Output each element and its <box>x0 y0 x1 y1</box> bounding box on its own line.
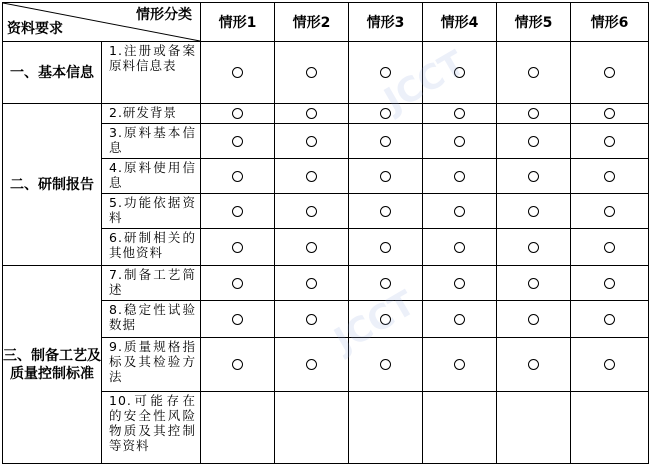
circle-mark-icon <box>232 314 243 325</box>
circle-mark-icon <box>604 242 615 253</box>
circle-mark-icon <box>306 314 317 325</box>
circle-mark-icon <box>232 108 243 119</box>
situation-cell <box>349 338 423 392</box>
requirement-item: 8.稳定性试验数据 <box>102 301 201 338</box>
circle-mark-icon <box>604 136 615 147</box>
circle-mark-icon <box>454 67 465 78</box>
situation-cell <box>201 266 275 301</box>
column-header: 情形6 <box>571 3 649 42</box>
circle-mark-icon <box>306 171 317 182</box>
situation-cell <box>571 104 649 124</box>
situation-cell <box>497 194 571 229</box>
column-header: 情形1 <box>201 3 275 42</box>
situation-cell <box>571 301 649 338</box>
situation-cell <box>423 104 497 124</box>
situation-cell <box>423 338 497 392</box>
situation-cell <box>497 338 571 392</box>
circle-mark-icon <box>528 67 539 78</box>
situation-cell <box>349 229 423 266</box>
circle-mark-icon <box>380 67 391 78</box>
situation-cell <box>571 42 649 104</box>
column-header: 情形3 <box>349 3 423 42</box>
situation-cell <box>275 159 349 194</box>
situation-cell <box>201 229 275 266</box>
situation-cell <box>497 266 571 301</box>
requirement-item: 4.原料使用信息 <box>102 159 201 194</box>
circle-mark-icon <box>306 242 317 253</box>
circle-mark-icon <box>454 359 465 370</box>
corner-top-label: 情形分类 <box>136 7 192 23</box>
situation-cell <box>349 124 423 159</box>
requirements-table-container <box>2 2 648 464</box>
situation-cell <box>349 266 423 301</box>
circle-mark-icon <box>232 278 243 289</box>
circle-mark-icon <box>528 171 539 182</box>
situation-cell <box>497 229 571 266</box>
circle-mark-icon <box>232 359 243 370</box>
situation-cell <box>349 42 423 104</box>
table-row <box>3 266 649 301</box>
situation-cell <box>571 194 649 229</box>
situation-cell <box>201 194 275 229</box>
situation-cell <box>423 392 497 464</box>
requirements-table <box>2 2 649 464</box>
circle-mark-icon <box>528 359 539 370</box>
circle-mark-icon <box>380 206 391 217</box>
situation-cell <box>201 338 275 392</box>
table-row <box>3 104 649 124</box>
circle-mark-icon <box>528 242 539 253</box>
circle-mark-icon <box>306 108 317 119</box>
category-cell: 一、基本信息 <box>3 42 102 104</box>
circle-mark-icon <box>454 278 465 289</box>
circle-mark-icon <box>380 108 391 119</box>
circle-mark-icon <box>306 136 317 147</box>
circle-mark-icon <box>604 314 615 325</box>
circle-mark-icon <box>380 136 391 147</box>
circle-mark-icon <box>604 108 615 119</box>
table-row <box>3 42 649 104</box>
corner-bottom-label: 资料要求 <box>7 21 63 37</box>
requirement-item: 2.研发背景 <box>102 104 201 124</box>
situation-cell <box>349 392 423 464</box>
requirement-item: 1.注册或备案原料信息表 <box>102 42 201 104</box>
circle-mark-icon <box>380 171 391 182</box>
category-cell: 三、制备工艺及质量控制标准 <box>3 266 102 464</box>
circle-mark-icon <box>232 206 243 217</box>
situation-cell <box>349 194 423 229</box>
circle-mark-icon <box>604 67 615 78</box>
circle-mark-icon <box>454 171 465 182</box>
situation-cell <box>349 301 423 338</box>
situation-cell <box>423 42 497 104</box>
circle-mark-icon <box>454 242 465 253</box>
circle-mark-icon <box>306 67 317 78</box>
circle-mark-icon <box>604 278 615 289</box>
corner-header <box>3 3 201 42</box>
column-header: 情形5 <box>497 3 571 42</box>
circle-mark-icon <box>454 108 465 119</box>
requirement-item: 9.质量规格指标及其检验方法 <box>102 338 201 392</box>
situation-cell <box>201 392 275 464</box>
situation-cell <box>275 42 349 104</box>
situation-cell <box>275 124 349 159</box>
circle-mark-icon <box>528 206 539 217</box>
situation-cell <box>571 266 649 301</box>
circle-mark-icon <box>306 359 317 370</box>
circle-mark-icon <box>528 278 539 289</box>
circle-mark-icon <box>380 314 391 325</box>
situation-cell <box>201 124 275 159</box>
circle-mark-icon <box>528 108 539 119</box>
situation-cell <box>275 229 349 266</box>
situation-cell <box>275 266 349 301</box>
situation-cell <box>423 159 497 194</box>
circle-mark-icon <box>604 359 615 370</box>
circle-mark-icon <box>380 242 391 253</box>
requirement-item: 5.功能依据资料 <box>102 194 201 229</box>
circle-mark-icon <box>232 242 243 253</box>
situation-cell <box>275 104 349 124</box>
situation-cell <box>571 338 649 392</box>
situation-cell <box>423 266 497 301</box>
circle-mark-icon <box>454 314 465 325</box>
column-header: 情形4 <box>423 3 497 42</box>
watermark: JCCT <box>327 283 423 361</box>
circle-mark-icon <box>232 136 243 147</box>
situation-cell <box>275 392 349 464</box>
circle-mark-icon <box>604 171 615 182</box>
situation-cell <box>423 124 497 159</box>
situation-cell <box>201 301 275 338</box>
situation-cell <box>571 124 649 159</box>
watermark: JCCT <box>377 43 473 121</box>
circle-mark-icon <box>306 278 317 289</box>
requirement-item: 3.原料基本信息 <box>102 124 201 159</box>
situation-cell <box>349 104 423 124</box>
situation-cell <box>201 42 275 104</box>
circle-mark-icon <box>380 278 391 289</box>
situation-cell <box>275 301 349 338</box>
situation-cell <box>497 301 571 338</box>
circle-mark-icon <box>232 67 243 78</box>
situation-cell <box>423 301 497 338</box>
requirement-item: 7.制备工艺简述 <box>102 266 201 301</box>
requirement-item: 6.研制相关的其他资料 <box>102 229 201 266</box>
circle-mark-icon <box>380 359 391 370</box>
circle-mark-icon <box>232 171 243 182</box>
situation-cell <box>423 229 497 266</box>
category-cell: 二、研制报告 <box>3 104 102 266</box>
requirement-item: 10.可能存在的安全性风险物质及其控制等资料 <box>102 392 201 464</box>
situation-cell <box>497 42 571 104</box>
circle-mark-icon <box>454 136 465 147</box>
circle-mark-icon <box>306 206 317 217</box>
circle-mark-icon <box>528 314 539 325</box>
situation-cell <box>201 104 275 124</box>
situation-cell <box>349 159 423 194</box>
situation-cell <box>571 159 649 194</box>
situation-cell <box>275 194 349 229</box>
situation-cell <box>497 104 571 124</box>
situation-cell <box>423 194 497 229</box>
situation-cell <box>497 159 571 194</box>
situation-cell <box>497 124 571 159</box>
situation-cell <box>275 338 349 392</box>
situation-cell <box>201 159 275 194</box>
circle-mark-icon <box>604 206 615 217</box>
situation-cell <box>571 392 649 464</box>
circle-mark-icon <box>454 206 465 217</box>
circle-mark-icon <box>528 136 539 147</box>
situation-cell <box>571 229 649 266</box>
situation-cell <box>497 392 571 464</box>
header-row <box>3 3 649 42</box>
column-header: 情形2 <box>275 3 349 42</box>
